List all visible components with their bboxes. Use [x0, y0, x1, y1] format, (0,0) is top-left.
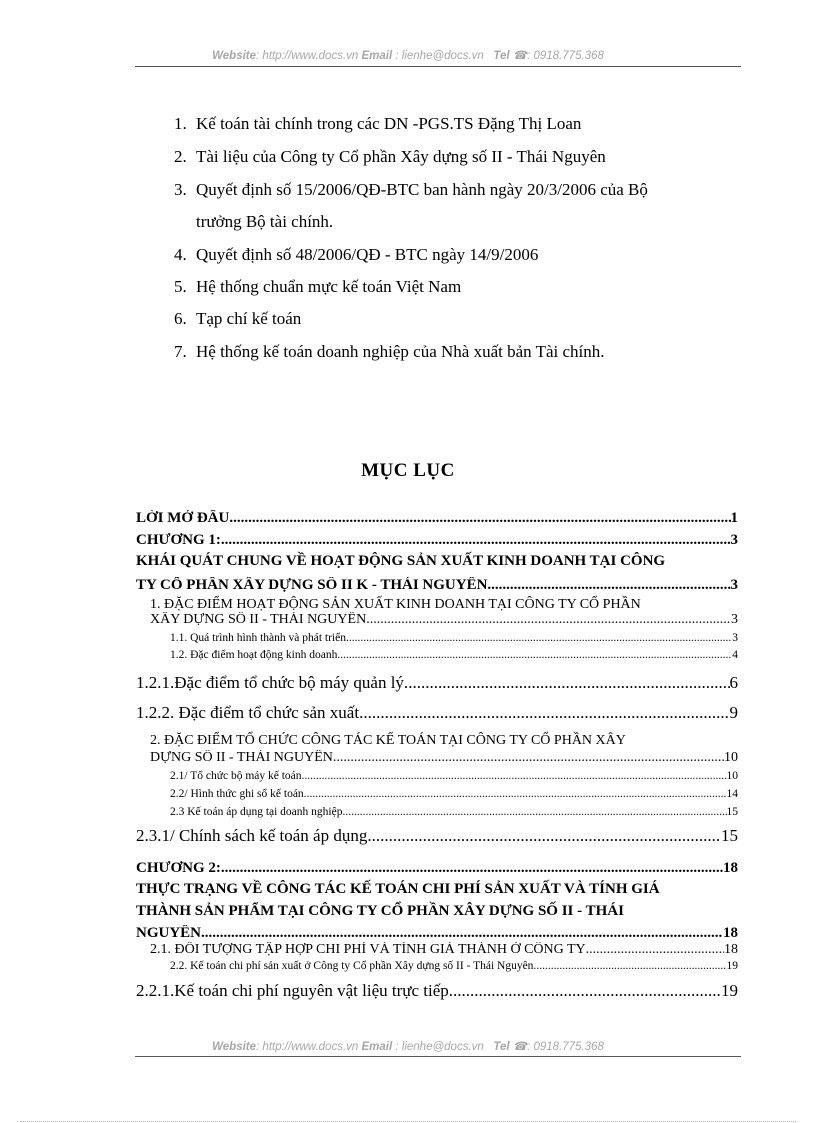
- phone-icon: ☎: [512, 1041, 528, 1053]
- email-value[interactable]: : lienhe@docs.vn: [395, 50, 484, 62]
- toc-entry[interactable]: 2.2.1.Kế toán chi phí nguyên vật liệu trực tiếp. ..... 19: [136, 981, 738, 1001]
- email-label: Email: [361, 50, 393, 62]
- toc-entry[interactable]: 1.2.1.Đặc điểm tổ chức bộ máy quản lý. ..... 6: [136, 673, 738, 693]
- toc-entry[interactable]: 2.2/ Hình thức ghi sổ kế toán. ..... 14: [170, 788, 738, 800]
- toc-entry[interactable]: 2.3 Kế toán áp dụng tại doanh nghiệp ..... 15: [170, 806, 738, 818]
- toc-entry-line[interactable]: 2. ĐẶC ĐIỂM TỔ CHỨC CÔNG TÁC KẾ TOÁN TẠI CÔNG TY CỔ PHẦN XÂY: [150, 733, 626, 748]
- tel-value: : 0918.775.368: [527, 1041, 604, 1053]
- toc-title: MỤC LỤC: [361, 460, 455, 481]
- toc-entry[interactable]: CHƯƠNG 1: ..... 3: [136, 532, 738, 549]
- list-item: 1. Kế toán tài chính trong các DN -PGS.TS Đặng Thị Loan: [174, 114, 582, 133]
- toc-entry[interactable]: LỜI MỞ ĐẦU ..... 1: [136, 510, 738, 527]
- email-label: Email: [361, 1041, 393, 1053]
- website-value[interactable]: : http://www.docs.vn: [256, 50, 359, 62]
- header-rule: [135, 66, 741, 67]
- page-header: [0, 48, 816, 62]
- email-value[interactable]: : lienhe@docs.vn: [395, 1041, 484, 1053]
- list-item: 4. Quyết định số 48/2006/QĐ - BTC ngày 14/9/2006: [174, 245, 539, 264]
- list-item: 5. Hệ thống chuẩn mực kế toán Việt Nam: [174, 277, 462, 296]
- toc-entry[interactable]: 2.1. ĐỐI TƯỢNG TẬP HỢP CHI PHÍ VÀ TÍNH GIÁ THÀNH Ở CÔNG TY ..... 18: [150, 942, 738, 958]
- list-item: 2. Tài liệu của Công ty Cổ phần Xây dựng số II - Thái Nguyên: [174, 147, 606, 166]
- phone-icon: ☎: [512, 50, 528, 62]
- page-bottom-divider: [20, 1121, 796, 1122]
- toc-entry[interactable]: 1.1. Quá trình hình thành và phát triển ..... 3: [170, 632, 738, 644]
- toc-entry[interactable]: TY CỔ PHẦN XÂY DỰNG SỐ II K - THÁI NGUYÊN ..... 3: [136, 577, 738, 594]
- toc-entry-line[interactable]: THÀNH SẢN PHẨM TẠI CÔNG TY CỔ PHẦN XÂY DỰNG SỐ II - THÁI: [136, 903, 624, 919]
- website-label: Website: [212, 50, 257, 62]
- toc-entry[interactable]: 1.2. Đặc điểm hoạt động kinh doanh ..... 4: [170, 649, 738, 661]
- tel-label: Tel: [493, 1041, 510, 1053]
- toc-entry[interactable]: NGUYÊN. ..... 18: [136, 925, 738, 942]
- website-label: Website: [212, 1041, 257, 1053]
- list-item-continuation: trưởng Bộ tài chính.: [196, 212, 334, 231]
- toc-entry[interactable]: CHƯƠNG 2: ..... 18: [136, 860, 738, 877]
- toc-entry[interactable]: XÂY DỰNG SỐ II - THÁI NGUYÊN ..... 3: [150, 612, 738, 628]
- tel-label: Tel: [493, 50, 510, 62]
- list-item: 7. Hệ thống kế toán doanh nghiệp của Nhà xuất bản Tài chính.: [174, 342, 605, 361]
- toc-entry[interactable]: 2.1/ Tổ chức bộ máy kế toán. ..... 10: [170, 770, 738, 782]
- footer-rule: [135, 1056, 741, 1057]
- toc-entry[interactable]: 1.2.2. Đặc điểm tổ chức sản xuất ..... 9: [136, 703, 738, 723]
- toc-entry-line[interactable]: THỰC TRẠNG VỀ CÔNG TÁC KẾ TOÁN CHI PHÍ SẢN XUẤT VÀ TÍNH GIÁ: [136, 881, 660, 897]
- list-item: 3. Quyết định số 15/2006/QĐ-BTC ban hành ngày 20/3/2006 của Bộ: [174, 180, 648, 199]
- tel-value: : 0918.775.368: [527, 50, 604, 62]
- website-value[interactable]: : http://www.docs.vn: [256, 1041, 359, 1053]
- toc-entry-line[interactable]: KHÁI QUÁT CHUNG VỀ HOẠT ĐỘNG SẢN XUẤT KINH DOANH TẠI CÔNG: [136, 553, 666, 569]
- toc-entry[interactable]: DỰNG SỐ II - THÁI NGUYÊN. ..... 10: [150, 750, 738, 766]
- page-footer: [0, 1039, 816, 1053]
- toc-entry-line[interactable]: 1. ĐẶC ĐIỂM HOẠT ĐỘNG SẢN XUẤT KINH DOANH TẠI CÔNG TY CỔ PHẦN: [150, 597, 641, 612]
- toc-entry[interactable]: 2.2. Kế toán chi phí sản xuất ở Công ty Cổ phần Xây dựng số II - Thái Nguyên. ..... 19: [170, 960, 738, 972]
- list-item: 6. Tạp chí kế toán: [174, 309, 302, 328]
- toc-entry[interactable]: 2.3.1/ Chính sách kế toán áp dụng. ..... 15: [136, 826, 738, 846]
